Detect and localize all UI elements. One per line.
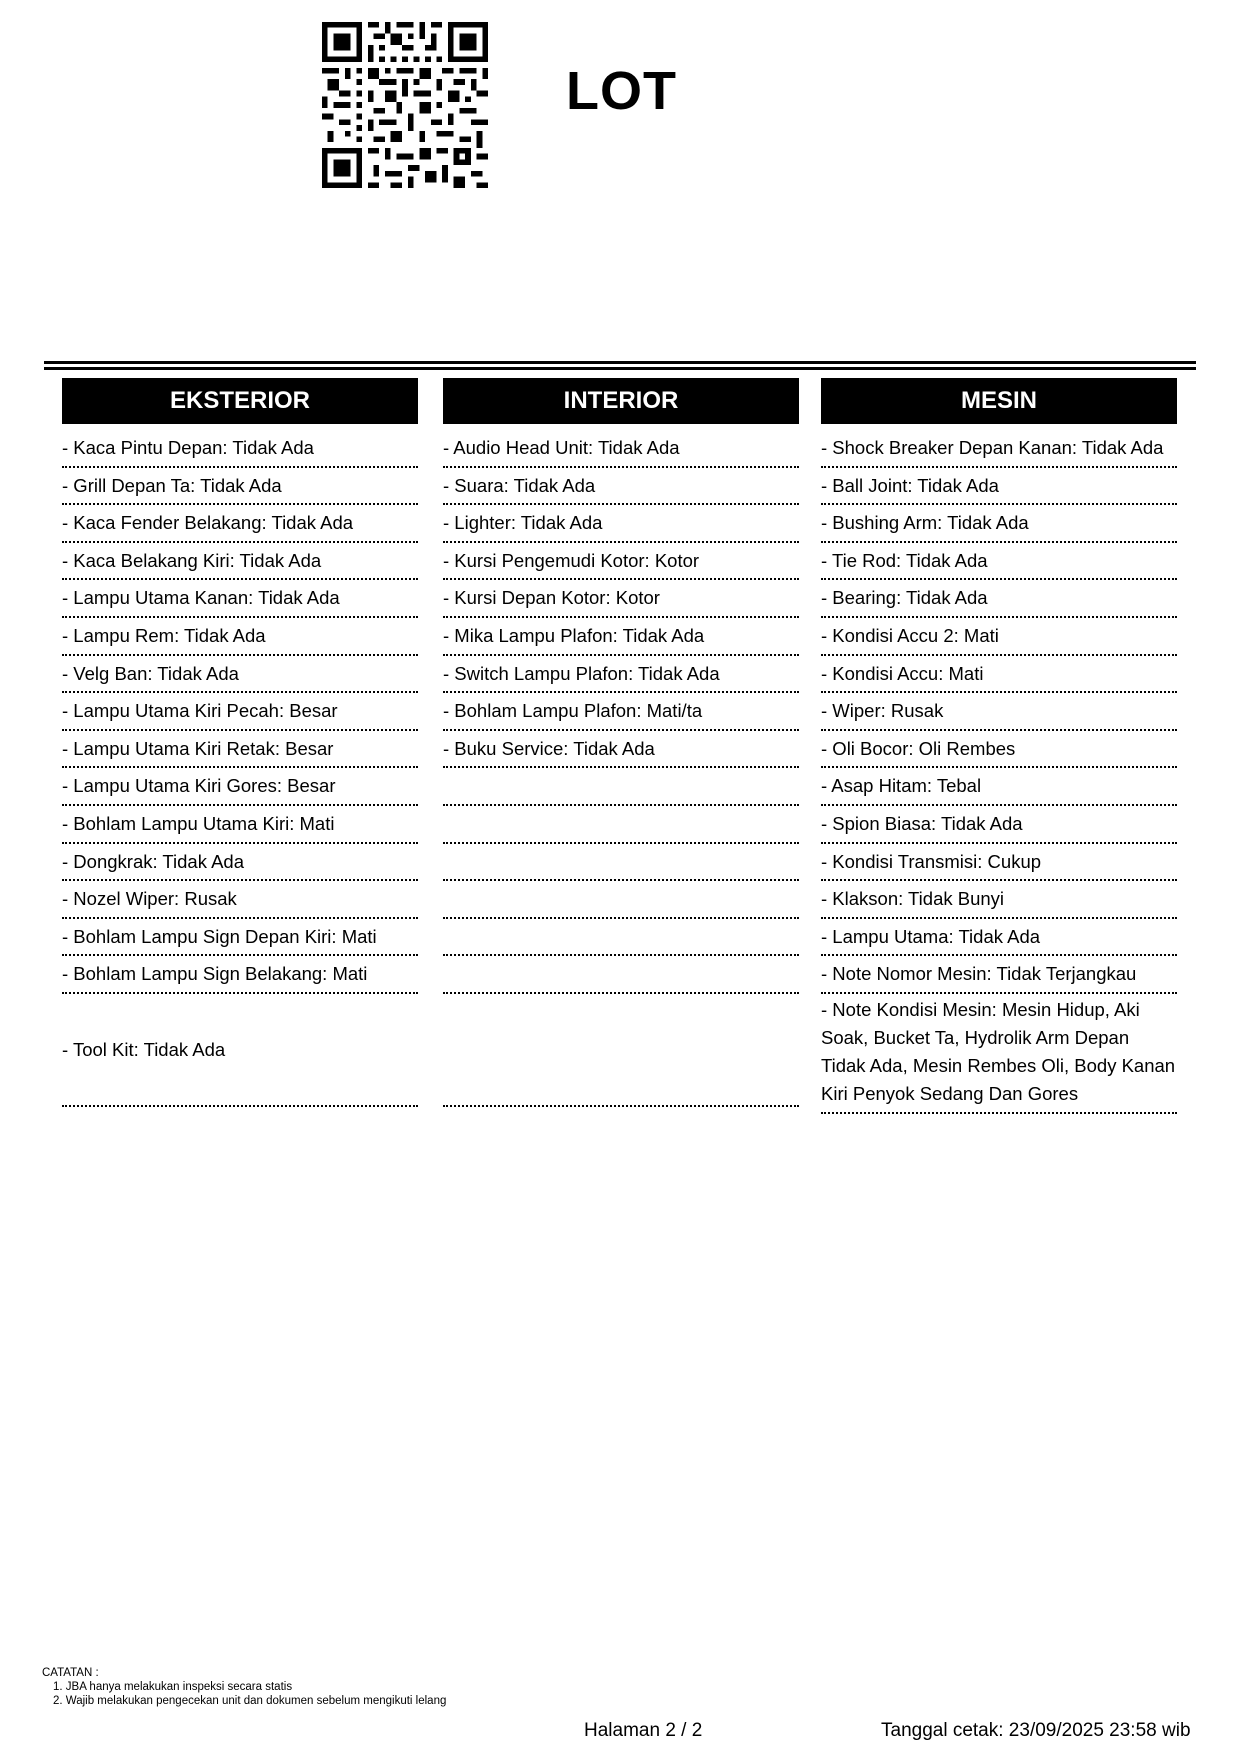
list-item: - Lampu Utama Kanan: Tidak Ada bbox=[62, 580, 418, 618]
list-item: - Audio Head Unit: Tidak Ada bbox=[443, 430, 799, 468]
notes-heading: CATATAN : bbox=[42, 1667, 99, 1679]
list-item: - Kursi Pengemudi Kotor: Kotor bbox=[443, 543, 799, 581]
list-item: - Suara: Tidak Ada bbox=[443, 468, 799, 506]
list-item: - Buku Service: Tidak Ada bbox=[443, 731, 799, 769]
list-item: - Kaca Fender Belakang: Tidak Ada bbox=[62, 505, 418, 543]
column-mesin-title: MESIN bbox=[821, 378, 1177, 424]
list-item: - Asap Hitam: Tebal bbox=[821, 768, 1177, 806]
column-eksterior bbox=[62, 378, 418, 1107]
list-item: - Shock Breaker Depan Kanan: Tidak Ada bbox=[821, 430, 1177, 468]
list-item bbox=[821, 994, 1177, 1114]
list-item: - Nozel Wiper: Rusak bbox=[62, 881, 418, 919]
list-item: - Lighter: Tidak Ada bbox=[443, 505, 799, 543]
list-item: - Kondisi Accu 2: Mati bbox=[821, 618, 1177, 656]
list-item-text: - Note Kondisi Mesin: Mesin Hidup, Aki Soak, Bucket Ta, Hydrolik Arm Depan Tidak Ada, Mesin Rembes Oli, Body Kanan Kiri Penyok Sedang Dan Gores bbox=[821, 998, 1176, 1104]
list-item-empty bbox=[443, 881, 799, 919]
header-divider-bottom bbox=[44, 367, 1196, 370]
list-item: - Spion Biasa: Tidak Ada bbox=[821, 806, 1177, 844]
list-item: - Wiper: Rusak bbox=[821, 693, 1177, 731]
list-item-empty bbox=[443, 956, 799, 994]
column-eksterior-list bbox=[62, 430, 418, 1107]
list-item: - Ball Joint: Tidak Ada bbox=[821, 468, 1177, 506]
column-mesin-list bbox=[821, 430, 1177, 1114]
column-interior bbox=[443, 378, 799, 1107]
list-item-empty bbox=[443, 994, 799, 1107]
list-item: - Lampu Rem: Tidak Ada bbox=[62, 618, 418, 656]
list-item-empty bbox=[443, 768, 799, 806]
note-line: 1. JBA hanya melakukan inspeksi secara statis bbox=[53, 1681, 293, 1693]
list-item: - Note Nomor Mesin: Tidak Terjangkau bbox=[821, 956, 1177, 994]
column-mesin bbox=[821, 378, 1177, 1114]
list-item: - Klakson: Tidak Bunyi bbox=[821, 881, 1177, 919]
list-item: - Bohlam Lampu Sign Belakang: Mati bbox=[62, 956, 418, 994]
list-item-empty bbox=[443, 919, 799, 957]
list-item: - Kondisi Accu: Mati bbox=[821, 656, 1177, 694]
column-interior-title: INTERIOR bbox=[443, 378, 799, 424]
column-eksterior-title: EKSTERIOR bbox=[62, 378, 418, 424]
list-item: - Kaca Belakang Kiri: Tidak Ada bbox=[62, 543, 418, 581]
list-item: - Kondisi Transmisi: Cukup bbox=[821, 844, 1177, 882]
list-item: - Velg Ban: Tidak Ada bbox=[62, 656, 418, 694]
list-item: - Lampu Utama Kiri Pecah: Besar bbox=[62, 693, 418, 731]
list-item: - Mika Lampu Plafon: Tidak Ada bbox=[443, 618, 799, 656]
list-item-empty bbox=[443, 806, 799, 844]
list-item: - Kursi Depan Kotor: Kotor bbox=[443, 580, 799, 618]
list-item: - Kaca Pintu Depan: Tidak Ada bbox=[62, 430, 418, 468]
note-line: 2. Wajib melakukan pengecekan unit dan dokumen sebelum mengikuti lelang bbox=[53, 1695, 447, 1707]
list-item-empty bbox=[443, 844, 799, 882]
list-item: - Bohlam Lampu Plafon: Mati/ta bbox=[443, 693, 799, 731]
list-item: - Oli Bocor: Oli Rembes bbox=[821, 731, 1177, 769]
list-item: - Bohlam Lampu Utama Kiri: Mati bbox=[62, 806, 418, 844]
list-item: - Bohlam Lampu Sign Depan Kiri: Mati bbox=[62, 919, 418, 957]
list-item: - Lampu Utama Kiri Gores: Besar bbox=[62, 768, 418, 806]
list-item: - Lampu Utama Kiri Retak: Besar bbox=[62, 731, 418, 769]
qr-code bbox=[322, 22, 488, 188]
header-divider-top bbox=[44, 361, 1196, 364]
column-interior-list bbox=[443, 430, 799, 1107]
lot-title: LOT bbox=[566, 61, 677, 121]
list-item bbox=[62, 994, 418, 1107]
list-item: - Bearing: Tidak Ada bbox=[821, 580, 1177, 618]
list-item-text: - Tool Kit: Tidak Ada bbox=[62, 1038, 226, 1060]
list-item: - Lampu Utama: Tidak Ada bbox=[821, 919, 1177, 957]
list-item: - Switch Lampu Plafon: Tidak Ada bbox=[443, 656, 799, 694]
list-item: - Bushing Arm: Tidak Ada bbox=[821, 505, 1177, 543]
list-item: - Grill Depan Ta: Tidak Ada bbox=[62, 468, 418, 506]
list-item: - Tie Rod: Tidak Ada bbox=[821, 543, 1177, 581]
notes-section bbox=[42, 1666, 446, 1708]
list-item: - Dongkrak: Tidak Ada bbox=[62, 844, 418, 882]
print-date: Tanggal cetak: 23/09/2025 23:58 wib bbox=[881, 1720, 1191, 1741]
page-number: Halaman 2 / 2 bbox=[584, 1720, 703, 1741]
